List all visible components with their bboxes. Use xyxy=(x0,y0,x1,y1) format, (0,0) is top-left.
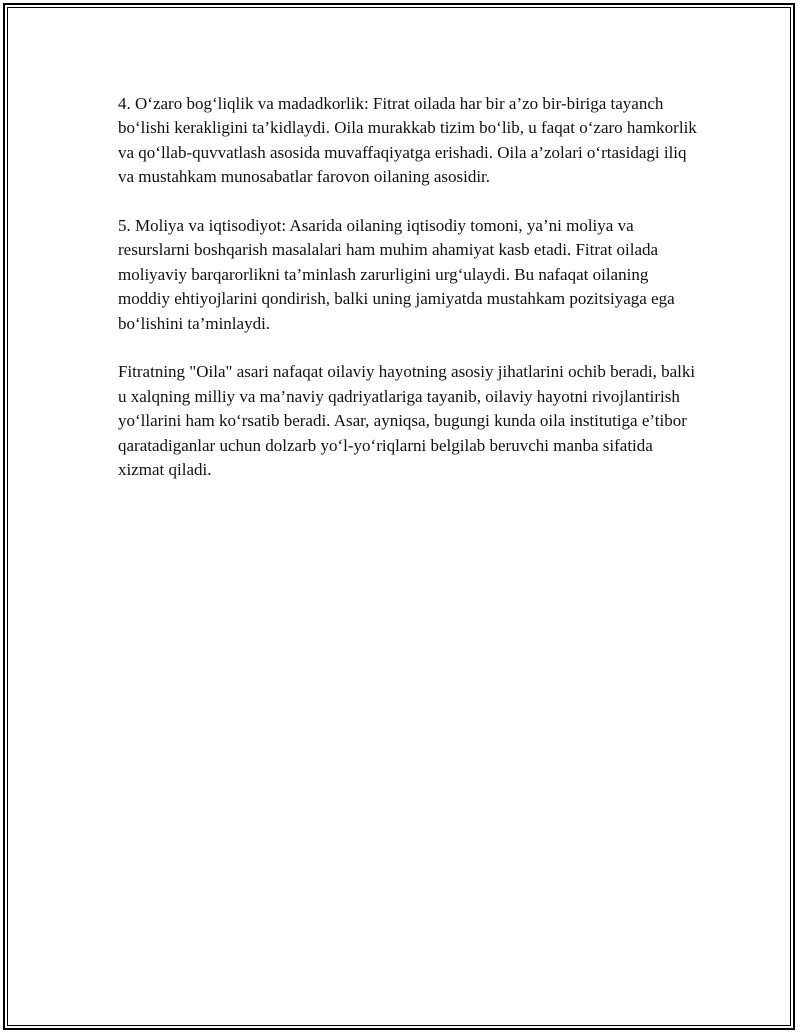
paragraph-conclusion: Fitratning "Oila" asari nafaqat oilaviy hayotning asosiy jihatlarini ochib beradi, balki u xalqning milliy va ma’naviy qadriyatlariga tayanib, oilaviy hayotni rivojlantirish yo‘llarini ham ko‘rsatib beradi. Asar, ayniqsa, bugungi kunda oila institutiga e’tibor qaratadiganlar uchun dolzarb yo‘l-yo‘riqlarni belgilab beruvchi manba sifatida xizmat qiladi. xyxy=(118,362,696,480)
document-body xyxy=(118,92,698,507)
paragraph-interdependence: 4. O‘zaro bog‘liqlik va madadkorlik: Fitrat oilada har bir a’zo bir-biriga tayanch bo‘lishi kerakligini ta’kidlaydi. Oila murakkab tizim bo‘lib, u faqat o‘zaro hamkorlik va qo‘llab-quvvatlash asosida muvaffaqiyatga erishadi. Oila a’zolari o‘rtasidagi iliq va mustahkam munosabatlar farovon oilaning asosidir. xyxy=(118,94,697,187)
paragraph-finance-economy: 5. Moliya va iqtisodiyot: Asarida oilaning iqtisodiy tomoni, ya’ni moliya va resurslarni boshqarish masalalari ham muhim ahamiyat kasb etadi. Fitrat oilada moliyaviy barqarorlikni ta’minlash zarurligini urg‘ulaydi. Bu nafaqat oilaning moddiy ehtiyojlarini qondirish, balki uning jamiyatda mustahkam pozitsiyaga ega bo‘lishini ta’minlaydi. xyxy=(118,216,675,333)
